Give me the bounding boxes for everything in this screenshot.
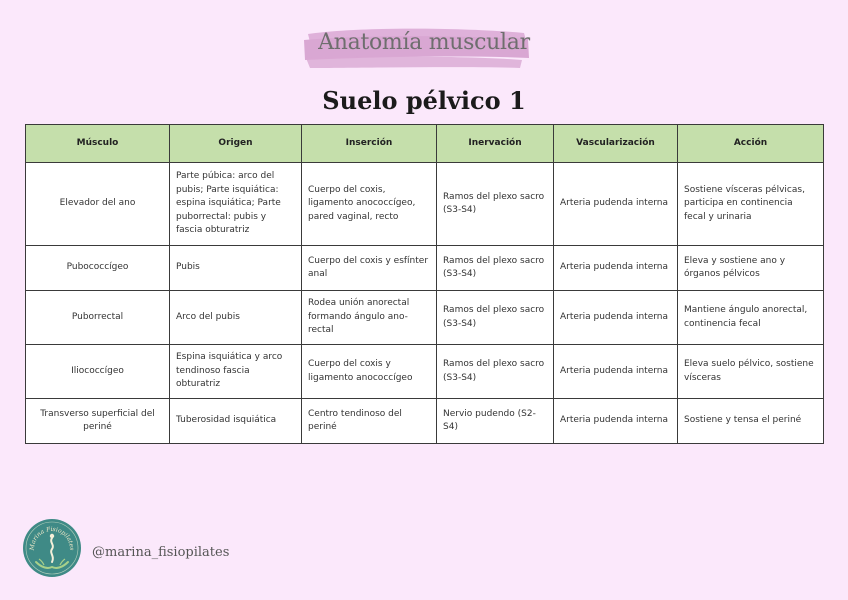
table-cell: Centro tendinoso del periné — [302, 399, 437, 444]
table-cell: Cuerpo del coxis y esfínter anal — [302, 246, 437, 291]
table-cell: Transverso superficial del periné — [26, 399, 170, 444]
table-cell: Arco del pubis — [170, 291, 302, 345]
column-header-accion: Acción — [678, 125, 824, 163]
table-cell: Eleva suelo pélvico, sostiene vísceras — [678, 345, 824, 399]
header-title: Anatomía muscular — [318, 30, 530, 55]
table-cell: Tuberosidad isquiática — [170, 399, 302, 444]
table-cell: Arteria pudenda interna — [554, 163, 678, 246]
table-cell: Eleva y sostiene ano y órganos pélvicos — [678, 246, 824, 291]
social-handle: @marina_fisiopilates — [92, 545, 230, 560]
column-header-origen: Origen — [170, 125, 302, 163]
table-cell: Cuerpo del coxis y ligamento anococcígeo — [302, 345, 437, 399]
table-row — [26, 246, 824, 291]
table-cell: Ramos del plexo sacro (S3-S4) — [437, 163, 554, 246]
table-cell: Cuerpo del coxis, ligamento anococcígeo, pared vaginal, recto — [302, 163, 437, 246]
table-cell: Sostiene y tensa el periné — [678, 399, 824, 444]
table-cell: Arteria pudenda interna — [554, 246, 678, 291]
table-cell: Arteria pudenda interna — [554, 399, 678, 444]
table-cell: Ramos del plexo sacro (S3-S4) — [437, 246, 554, 291]
brand-logo — [22, 518, 82, 578]
table-cell: Mantiene ángulo anorectal, continencia fecal — [678, 291, 824, 345]
table-row — [26, 345, 824, 399]
table-cell: Puborrectal — [26, 291, 170, 345]
table-row — [26, 399, 824, 444]
column-header-inervacion: Inervación — [437, 125, 554, 163]
table-cell: Elevador del ano — [26, 163, 170, 246]
table-row — [26, 291, 824, 345]
table-cell: Pubococcígeo — [26, 246, 170, 291]
table-cell: Pubis — [170, 246, 302, 291]
table-cell: Ramos del plexo sacro (S3-S4) — [437, 345, 554, 399]
table-cell: Parte púbica: arco del pubis; Parte isquiática: espina isquiática; Parte puborrectal: pubis y fascia obturatriz — [170, 163, 302, 246]
table-row — [26, 163, 824, 246]
table-cell: Arteria pudenda interna — [554, 345, 678, 399]
table-cell: Espina isquiática y arco tendinoso fascia obturatriz — [170, 345, 302, 399]
column-header-insercion: Inserción — [302, 125, 437, 163]
table-cell: Sostiene vísceras pélvicas, participa en continencia fecal y urinaria — [678, 163, 824, 246]
column-header-musculo: Músculo — [26, 125, 170, 163]
table-cell: Nervio pudendo (S2-S4) — [437, 399, 554, 444]
table-cell: Rodea unión anorectal formando ángulo ano-rectal — [302, 291, 437, 345]
page-title: Suelo pélvico 1 — [322, 86, 526, 115]
table-cell: Ramos del plexo sacro (S3-S4) — [437, 291, 554, 345]
column-header-vascularizacion: Vascularización — [554, 125, 678, 163]
logo-text: Marina Fisiopilates — [28, 525, 76, 551]
table-cell: Iliococcígeo — [26, 345, 170, 399]
muscle-table — [25, 124, 824, 444]
table-header-row — [26, 125, 824, 163]
table-cell: Arteria pudenda interna — [554, 291, 678, 345]
